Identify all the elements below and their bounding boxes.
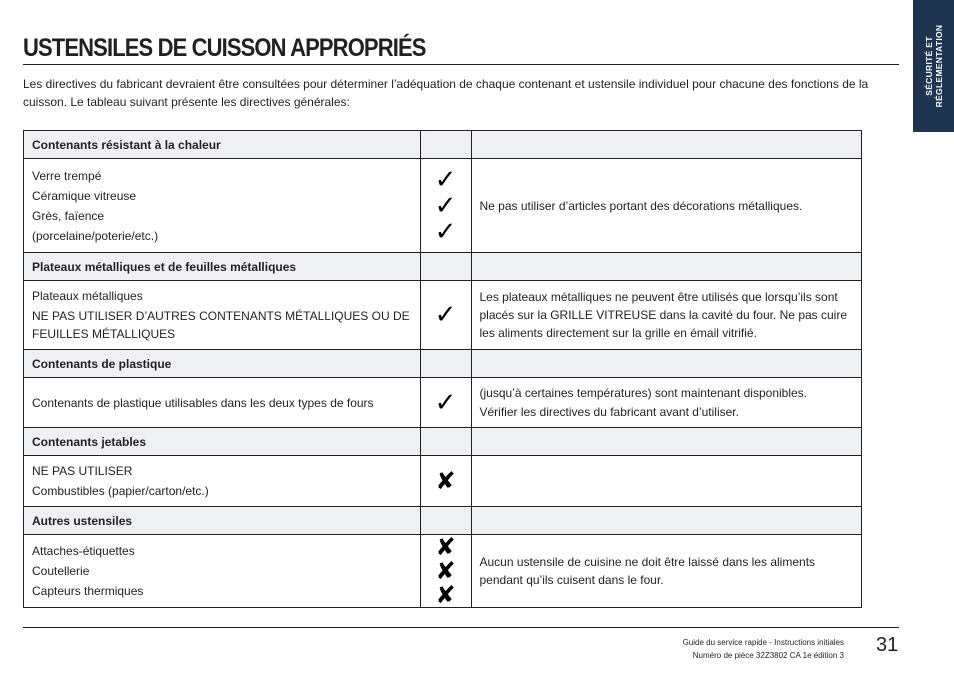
cross-icon: ✘: [435, 533, 456, 561]
footer: [683, 636, 844, 662]
item-label: Verre trempé: [32, 168, 102, 183]
footer-divider: [23, 627, 899, 628]
section-tab-line-1: SÉCURITÉ ET: [923, 36, 934, 96]
note-text: Aucun ustensile de cuisine ne doit être laissé dans les aliments pendant qu’ils cuisent dans le four.: [479, 555, 816, 587]
suitability-marks: [420, 281, 471, 350]
section-header-blank: [420, 131, 471, 159]
item-label: (porcelaine/poterie/etc.): [32, 228, 159, 243]
note-text: Vérifier les directives du fabricant avant d’utiliser.: [479, 405, 739, 419]
section-content-row: [24, 456, 862, 507]
suitability-marks: [420, 378, 471, 428]
check-icon: ✓: [434, 216, 457, 247]
item-label: Céramique vitreuse: [32, 188, 137, 203]
item-label: NE PAS UTILISER: [32, 464, 133, 478]
section-tab-line-2: RÉGLEMENTATION: [933, 24, 944, 108]
section-header: Plateaux métalliques et de feuilles métalliques: [24, 253, 421, 281]
item-label: Plateaux métalliques: [32, 289, 143, 303]
section-header: Contenants résistant à la chaleur: [24, 131, 421, 159]
item-list: [24, 281, 421, 350]
guidance-note: [471, 159, 862, 253]
intro-paragraph: Les directives du fabricant devraient être consultées pour déterminer l’adéquation de chaque contenant et ustensile individuel pour chacune des fonctions de la cuisson. Le tableau suivant présente les directives générales:: [23, 77, 869, 109]
guidance-note: [471, 535, 862, 608]
suitability-marks: [420, 456, 471, 507]
section-header-row: [24, 131, 862, 159]
item-list: [24, 159, 421, 253]
item-label: Combustibles (papier/carton/etc.): [32, 484, 209, 498]
page-title: USTENSILES DE CUISSON APPROPRIÉS: [23, 34, 426, 62]
section-header: Contenants de plastique: [24, 350, 421, 378]
guidance-note: [471, 281, 862, 350]
note-text: Ne pas utiliser d’articles portant des décorations métalliques.: [479, 198, 803, 213]
section-header-blank: [471, 350, 862, 378]
section-header-blank: [420, 350, 471, 378]
section-header-blank: [471, 428, 862, 456]
guidance-note: [471, 378, 862, 428]
section-header-blank: [420, 253, 471, 281]
section-content-row: [24, 159, 862, 253]
section-content-row: [24, 378, 862, 428]
footer-guide-title: Guide du service rapide - Instructions initiales: [682, 638, 844, 647]
section-header-row: [24, 253, 862, 281]
section-header-row: [24, 507, 862, 535]
item-list: [24, 378, 421, 428]
section-header-row: [24, 428, 862, 456]
check-icon: ✓: [434, 300, 457, 330]
section-header-blank: [420, 507, 471, 535]
check-icon: ✓: [434, 190, 457, 221]
cross-icon: ✘: [435, 581, 456, 609]
page-number: 31: [876, 634, 899, 656]
suitability-marks: [420, 535, 471, 608]
section-header-blank: [420, 428, 471, 456]
item-label: Coutellerie: [32, 564, 90, 578]
footer-part-number: Numéro de pièce 32Z3802 CA 1e édition 3: [692, 651, 844, 660]
item-label: NE PAS UTILISER D’AUTRES CONTENANTS MÉTALLIQUES OU DE FEUILLES MÉTALLIQUES: [32, 309, 410, 341]
title-divider: [23, 64, 899, 65]
cross-icon: ✘: [435, 467, 456, 495]
cookware-table: [23, 130, 862, 608]
item-label: Capteurs thermiques: [32, 584, 144, 598]
item-label: Grès, faïence: [32, 208, 105, 223]
section-content-row: [24, 281, 862, 350]
suitability-marks: [420, 159, 471, 253]
item-label: Contenants de plastique utilisables dans les deux types de fours: [32, 395, 374, 410]
note-text: Les plateaux métalliques ne peuvent être utilisés que lorsqu’ils sont placés sur la GRILLE VITREUSE dans la cavité du four. Ne pas cuire les aliments directement sur la grille en émail vitrifié.: [479, 290, 848, 340]
section-header-blank: [471, 507, 862, 535]
note-text: (jusqu’à certaines températures) sont maintenant disponibles.: [479, 386, 808, 400]
item-list: [24, 456, 421, 507]
section-header-row: [24, 350, 862, 378]
section-content-row: [24, 535, 862, 608]
section-tab: [913, 0, 954, 132]
item-list: [24, 535, 421, 608]
check-icon: ✓: [434, 387, 457, 418]
guidance-note: [471, 456, 862, 507]
cross-icon: ✘: [435, 557, 456, 585]
section-header-blank: [471, 131, 862, 159]
section-header: Contenants jetables: [24, 428, 421, 456]
section-header: Autres ustensiles: [24, 507, 421, 535]
item-label: Attaches-étiquettes: [32, 544, 135, 558]
section-tab-label: [924, 25, 944, 108]
check-icon: ✓: [434, 164, 457, 195]
section-header-blank: [471, 253, 862, 281]
